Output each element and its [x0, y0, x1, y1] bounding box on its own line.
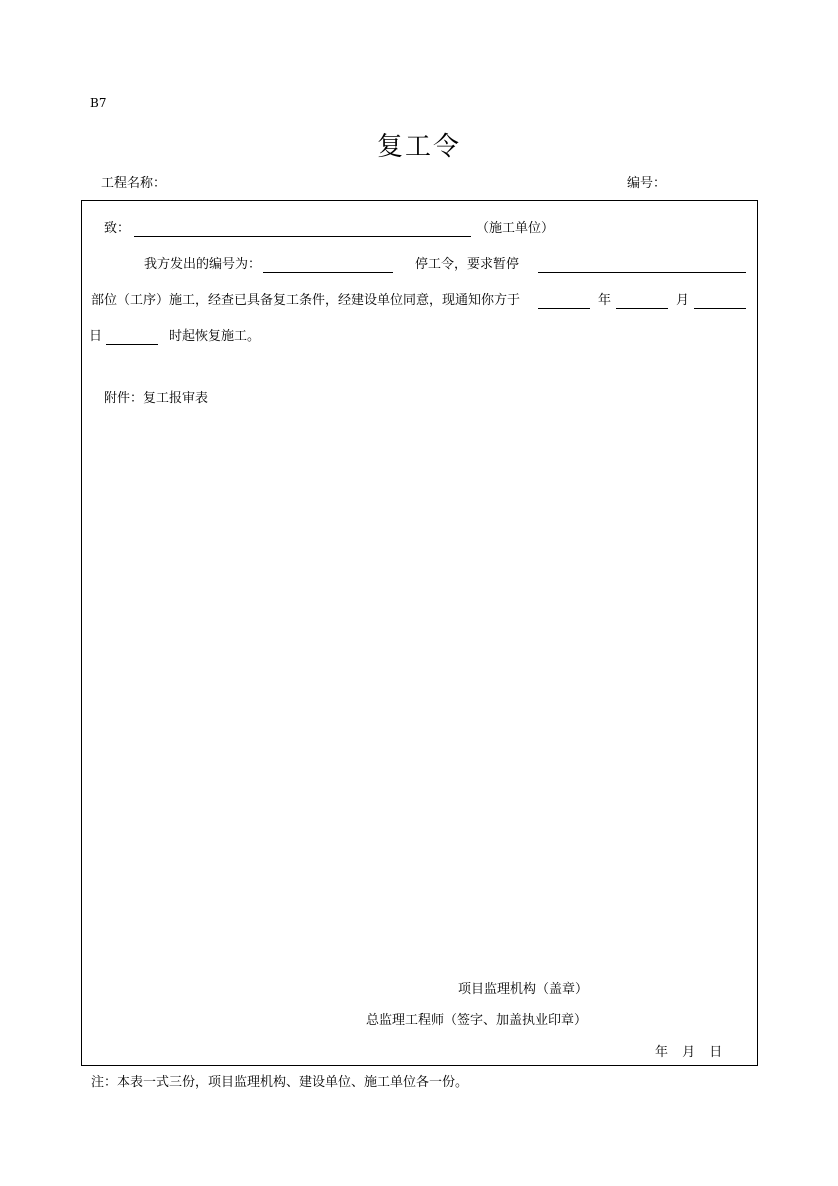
construction-unit-blank[interactable] — [134, 236, 471, 237]
year-blank[interactable] — [538, 308, 590, 309]
construction-unit-suffix: （施工单位） — [476, 221, 555, 236]
resume-time-suffix: 时起恢复施工。 — [169, 329, 261, 344]
day-label: 日 — [89, 329, 103, 344]
order-number-prefix: 我方发出的编号为： — [144, 257, 262, 272]
resume-notice-text: 部位（工序）施工，经查已具备复工条件，经建设单位同意，现通知你方于 — [91, 293, 521, 308]
month-blank[interactable] — [616, 308, 668, 309]
month-label: 月 — [676, 293, 690, 308]
form-code: B7 — [90, 96, 107, 110]
suspended-part-blank[interactable] — [538, 272, 746, 273]
to-label: 致： — [104, 221, 131, 236]
number-label: 编号： — [627, 176, 667, 191]
stop-order-number-blank[interactable] — [263, 272, 393, 273]
supervision-org-seal: 项目监理机构（盖章） — [458, 982, 589, 997]
attachment-label: 附件：复工报审表 — [104, 391, 209, 406]
footer-note: 注：本表一式三份，项目监理机构、建设单位、施工单位各一份。 — [91, 1075, 469, 1090]
document-title: 复工令 — [376, 132, 461, 162]
chief-engineer-signature: 总监理工程师（签字、加盖执业印章） — [366, 1013, 588, 1028]
day-blank[interactable] — [694, 308, 746, 309]
signature-date: 年 月 日 — [655, 1045, 723, 1060]
hour-blank[interactable] — [106, 344, 158, 345]
year-label: 年 — [598, 293, 612, 308]
project-name-label: 工程名称： — [101, 176, 167, 191]
stop-order-suffix: 停工令，要求暂停 — [415, 257, 520, 272]
